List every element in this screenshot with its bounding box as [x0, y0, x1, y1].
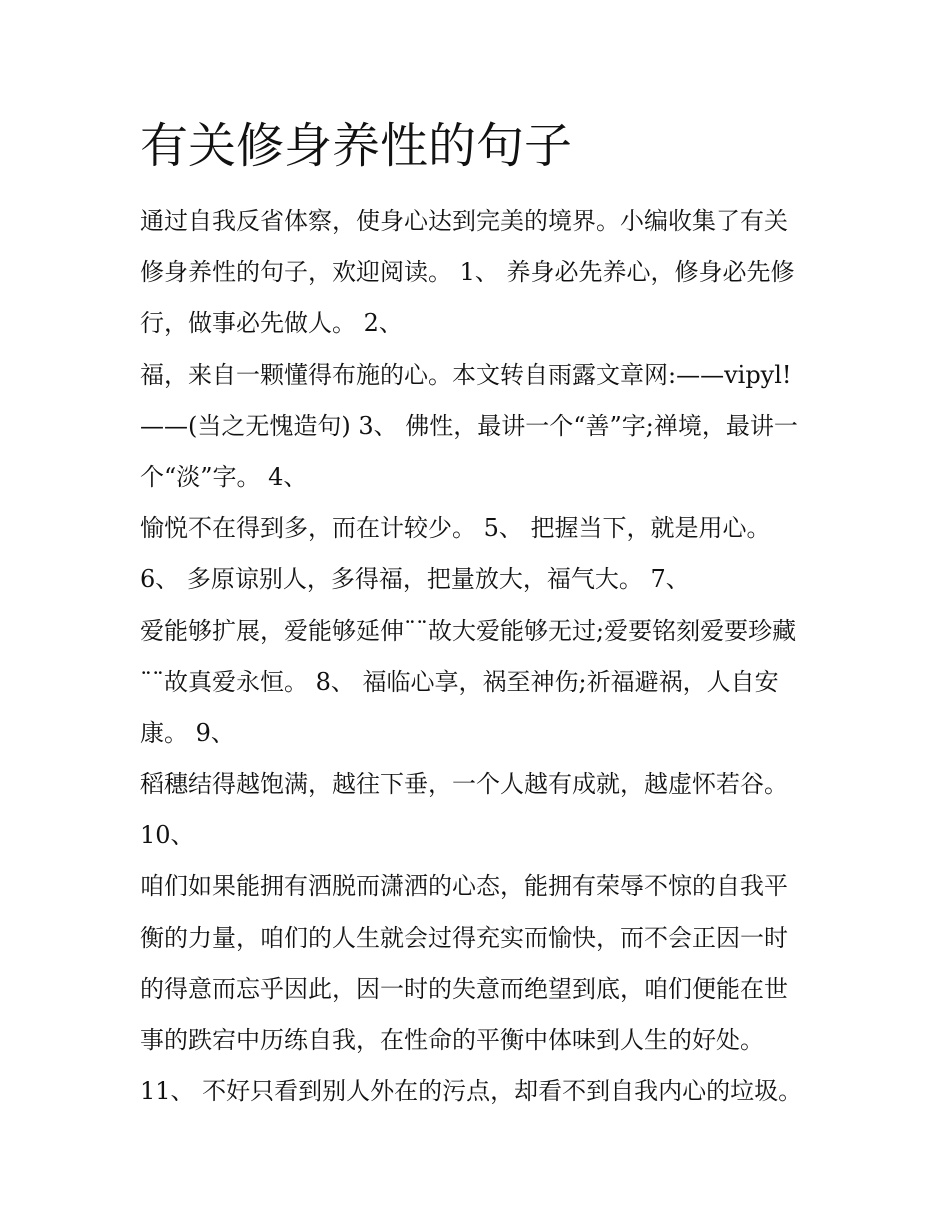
text-line: 6、 多原谅别人，多得福，把量放大，福气大。 7、 [140, 565, 690, 594]
text-line: 愉悦不在得到多，而在计较少。 5、 把握当下，就是用心。 [140, 514, 771, 543]
text-line: 事的跌宕中历练自我，在性命的平衡中体味到人生的好处。 [140, 1026, 764, 1054]
text-line: 康。 9、 [140, 718, 235, 747]
document-page [140, 110, 830, 1117]
text-line: ——(当之无愧造句) 3、 佛性，最讲一个“善”字;禅境，最讲一 [140, 411, 798, 440]
text-line: 通过自我反省体察，使身心达到完美的境界。小编收集了有关 [140, 207, 788, 235]
document-body [140, 196, 830, 1117]
text-line: 修身养性的句子，欢迎阅读。 1、 养身必先养心，修身必先修 [140, 258, 795, 287]
text-line: 行，做事必先做人。 2、 [140, 309, 403, 338]
text-line: ¨¨故真爱永恒。 8、 福临心享，祸至神伤;祈福避祸，人自安 [140, 667, 779, 696]
text-line: 11、 不好只看到别人外在的污点，却看不到自我内心的垃圾。 [140, 1077, 803, 1106]
text-line: 的得意而忘乎因此，因一时的失意而绝望到底，咱们便能在世 [140, 974, 788, 1003]
text-line: 稻穗结得越饱满，越往下垂，一个人越有成就，越虚怀若谷。 [140, 770, 788, 799]
document-title: 有关修身养性的句子 [140, 118, 573, 174]
text-line: 衡的力量，咱们的人生就会过得充实而愉快，而不会正因一时 [140, 923, 788, 952]
text-line: 福，来自一颗懂得布施的心。本文转自雨露文章网:——vipyl! [140, 360, 792, 389]
text-line: 10、 [140, 821, 195, 850]
text-line: 个“淡”字。 4、 [140, 462, 308, 491]
text-line: 爱能够扩展，爱能够延伸¨¨故大爱能够无过;爱要铭刻爱要珍藏 [140, 616, 797, 645]
text-line: 咱们如果能拥有洒脱而潇洒的心态，能拥有荣辱不惊的自我平 [140, 872, 788, 901]
